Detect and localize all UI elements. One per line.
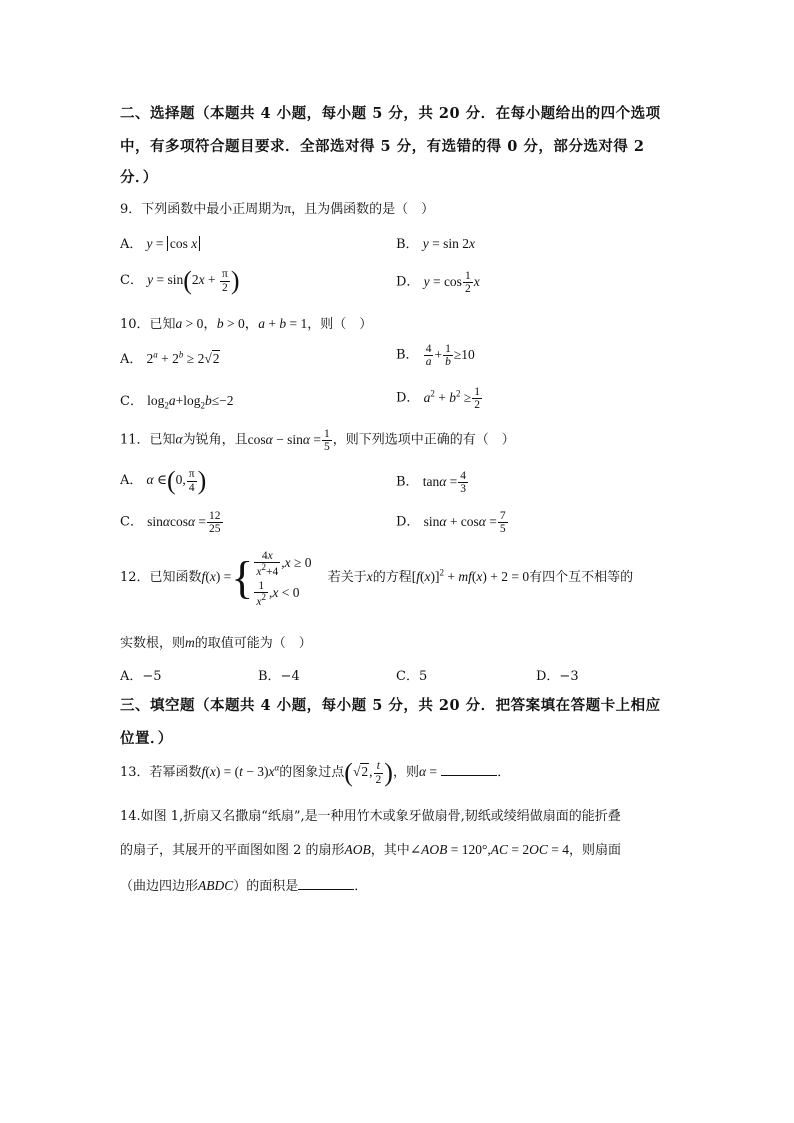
q9-option-d-formula: y = cos $\frac{1}{2}$ x [423,270,480,296]
section-3-header-line-2: 位置．） [120,730,173,747]
q9-option-b-label: B． [396,237,419,252]
q10-option-c-label: C． [120,394,143,409]
question-13-stem [120,758,510,788]
question-9-stem [120,198,434,217]
q14-line2-text-c: ，则扇面 [569,843,622,858]
section-2-header-line-2: 中，有多项符合题目要求．全部选对得 5 分，有选错的得 0 分，部分选对得 2 [120,138,645,155]
q12-stem-text-e: 实数根，则 [120,636,186,651]
q12-stem-text-a: 12．已知函数 [120,570,202,586]
q12-option-b: B．−4 [258,669,300,684]
q13-stem-text-d: ． [497,765,511,781]
q11-stem-text-b: 为锐角，且 [182,432,248,448]
q14-line2-text-b: ，其中 [370,843,410,858]
section-3-header-line-1: 三、填空题（本题共 4 小题，每小题 5 分，共 20 分．把答案填在答题卡上相应 [120,697,661,714]
q12-x-var: x [366,569,373,585]
q12-option-a: A．−5 [120,669,162,684]
q12-stem-text-b: 若关于 [327,570,367,586]
q14-line3-text-c: ． [354,879,368,894]
q10-stem-text-b: ，则（ ） [307,317,373,332]
q10-option-c-formula: $\log_2a+\log_2b\le-2$ [147,393,234,411]
q12-stem-text-f: 的取值可能为（ ） [194,636,312,651]
q12-option-d: D．−3 [536,669,579,684]
q10-option-a-formula: $2^a + 2^b \ge 2√2$ [146,349,220,366]
question-14-line-3 [120,875,367,894]
question-12-stem-line-2 [120,632,312,651]
q10-option-b [396,343,475,368]
q10-option-c [120,390,234,411]
q11-option-a-formula: α ∈(0, $\frac{\pi}{4}$ ) [146,466,207,495]
question-14-line-2 [120,839,621,858]
question-10-stem [120,312,372,332]
q10-option-d-formula: $a^2 + b^2$ ≥ $\frac{1}{2}$ [423,386,480,412]
q13-stem-text-b: 的图象过点 [279,765,345,781]
q9-pi-symbol: π [284,201,292,216]
q11-alpha: α [175,431,183,447]
q12-equation: $[f(x)]^2 + mf(x) + 2 = 0$ [411,567,530,585]
q11-option-d-formula: sinα + cosα = $\frac{7}{5}$ [423,510,506,536]
q11-option-a-label: A． [120,473,143,489]
question-11-stem [120,428,515,453]
q9-option-b [396,233,475,252]
q12-option-c: C．5 [396,669,428,684]
q10-condition: a > 0，b > 0，a + b = 1 [175,316,308,331]
q14-sector-name: AOB [344,842,371,857]
section-2-header-line-3: 分．） [120,169,158,186]
question-12-stem [120,548,633,608]
q11-option-c [120,510,224,535]
q11-stem-text-c: ，则下列选项中正确的有（ ） [332,432,515,448]
q9-option-a-label: A． [120,237,143,252]
q9-option-a [120,233,200,252]
q9-stem-text-b: ，且为偶函数的是（ ） [291,202,435,217]
q13-alpha-eq: α = [418,764,438,780]
question-14-line-1: 14.如图 1,折扇又名撒扇“纸扇”,是一种用竹木或象牙做扇骨,韧纸或绫绢做扇面的能折叠 [120,809,621,824]
q11-option-b-formula: tanα = $\frac{4}{3}$ [422,470,467,496]
q9-option-c-label: C． [120,273,143,289]
q12-piecewise: f(x) ={ $\frac{4x}{x^2+4}$ ,x ≥ 0 $\frac{1}{x^2}$ ,x < 0 [201,549,312,608]
q13-answer-blank[interactable] [441,763,497,776]
q10-option-a-label: A． [120,352,143,367]
q12-stem-text-c: 的方程 [372,570,412,586]
q12-m-var: m [185,635,195,650]
q9-option-b-formula: y = sin 2x [422,236,475,251]
q9-option-d [396,270,480,295]
q9-stem-text-a: 9．下列函数中最小正周期为 [120,202,285,217]
q9-option-c [120,266,240,296]
q10-stem-text-a: 10．已知 [120,317,176,332]
q10-option-b-label: B． [396,347,419,363]
q14-answer-blank[interactable] [298,877,354,890]
q11-option-d [396,510,509,535]
q9-option-a-formula: y = cos x [147,236,201,251]
q10-option-d-label: D． [396,390,420,406]
q9-option-c-formula: y = sin(2x + $\frac{\pi}{2}$ ) [147,266,240,295]
q11-option-b [396,470,469,495]
q13-stem-text-a: 13．若幂函数 [120,765,202,781]
q11-option-a [120,466,206,496]
q11-option-b-label: B． [396,474,419,490]
q10-option-a [120,348,220,367]
q11-stem-text-a: 11．已知 [120,432,176,448]
q14-line3-text-b: ）的面积是 [233,879,299,894]
q14-line2-text-a: 的扇子，其展开的平面图如图 2 的扇形 [120,843,345,858]
q13-stem-text-c: ，则 [392,765,419,781]
q14-condition: ∠AOB = 120°,AC = 2OC = 4 [409,842,570,857]
q13-function: $f(x) = (t - 3)x^\alpha$ [201,762,280,780]
q11-option-c-label: C． [120,514,143,530]
q12-stem-text-d: 有四个互不相等的 [529,570,634,586]
q11-condition: cosα − sinα = $\frac{1}{5}$ [247,428,330,454]
q9-option-d-label: D． [396,274,420,290]
q11-option-c-formula: sinαcosα = $\frac{12}{25}$ [147,510,221,536]
section-2-header-line-1: 二、选择题（本题共 4 小题，每小题 5 分，共 20 分．在每小题给出的四个选项 [120,105,661,122]
q14-quad-name: ABDC [198,878,234,893]
q14-line3-text-a: （曲边四边形 [120,879,199,894]
q11-option-d-label: D． [396,514,420,530]
q10-option-d [396,386,483,411]
q10-option-b-formula: $\frac{4}{a}$ + $\frac{1}{b}$ ≥10 [425,343,475,369]
q13-point: (√2, $\frac{t}{2}$ ) [344,758,393,787]
